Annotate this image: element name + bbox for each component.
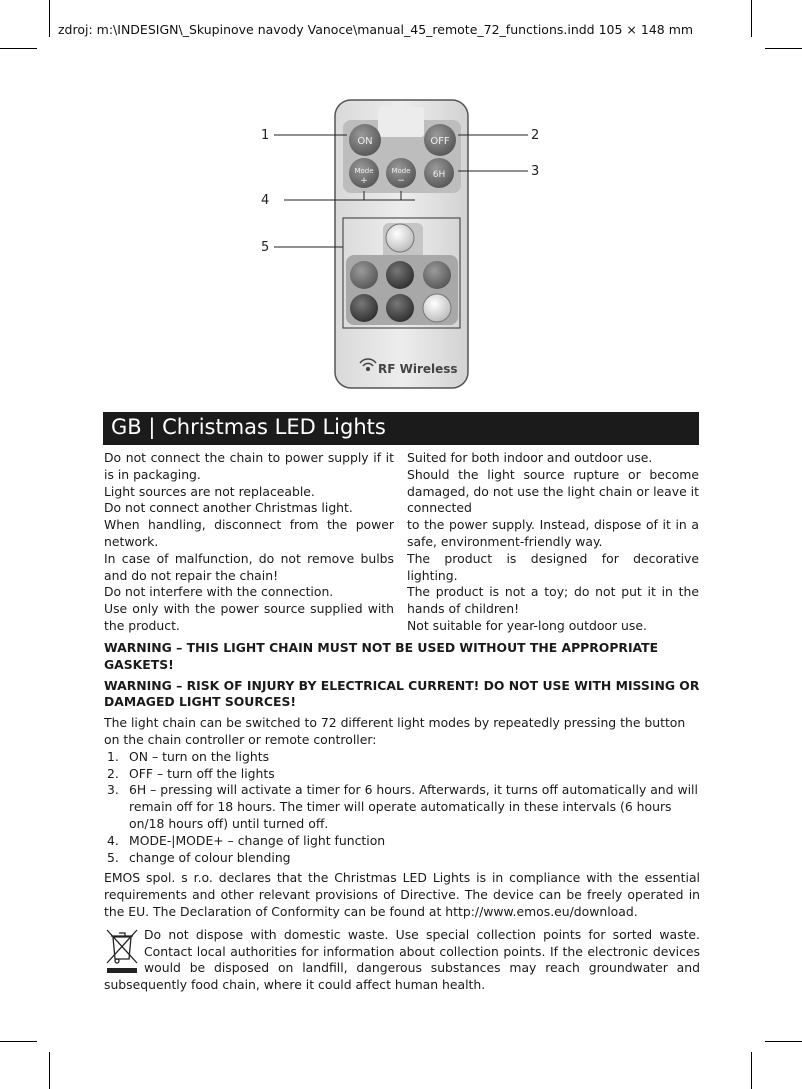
top-panel-cutout [378,107,424,137]
remote-illustration [250,95,550,395]
color-button [386,261,414,289]
list-item [104,833,700,850]
list-number: 2. [107,765,119,781]
crossed-bin-icon [104,927,140,975]
safety-item: In case of malfunction, do not remove bulbs and do not repair the chain! [104,550,394,583]
safety-item: When handling, disconnect from the power network. [104,517,394,549]
warning-electrical: WARNING – RISK OF INJURY BY ELECTRICAL CURRENT! DO NOT USE WITH MISSING OR DAMAGED LIGHT SOURCES! [104,677,700,710]
list-text: change of colour blending [129,849,291,865]
list-item [104,749,700,766]
safety-column-right [407,450,699,635]
mode-plus-sign: + [360,176,368,186]
safety-item: Suited for both indoor and outdoor use. [407,450,653,465]
list-text: ON – turn on the lights [129,748,270,764]
callout-2: 2 [531,128,540,143]
functions-intro: The light chain can be switched to 72 different light modes by repeatedly pressing the button on the chain controller or remote controller: [104,715,686,747]
safety-item: The product is not a toy; do not put it in the hands of children! [407,584,699,617]
crop-mark [49,0,50,37]
color-button [423,294,451,322]
functions-list [104,749,700,867]
list-number: 5. [107,849,119,865]
remote-figure [250,95,550,395]
color-button [350,261,378,289]
section-banner [103,412,699,445]
list-number: 3. [107,782,119,798]
file-slug: zdroj: m:\INDESIGN\_Skupinove navody Vanoce\manual_45_remote_72_functions.indd 105 × 148 mm [58,22,694,37]
disposal-section [104,927,700,994]
brand-label: RF Wireless [378,362,458,376]
list-number: 4. [107,832,119,848]
safety-item: Not suitable for year-long outdoor use. [407,617,647,633]
crop-mark [0,48,37,49]
color-button [350,294,378,322]
white-button [386,224,414,252]
mode-plus-label: Mode [354,167,374,175]
safety-item: Should the light source rupture or become damaged, do not use the light chain or leave it connected [407,466,699,516]
safety-item: Do not connect another Christmas light. [104,500,353,516]
main-text [104,640,700,994]
safety-item: Use only with the power source supplied with the product. [104,601,394,633]
safety-item: Light sources are not replaceable. [104,483,315,499]
safety-column-left [104,450,394,635]
callout-3: 3 [531,164,540,179]
crop-mark [765,48,802,49]
list-text: OFF – turn off the lights [129,765,275,781]
list-text: 6H – pressing will activate a timer for 6 hours. Afterwards, it turns off automatically and will remain off for 18 hours. The timer will operate automatically in these intervals (6 hours on/18 hours off) until turned off. [129,782,698,831]
safety-item: Do not connect the chain to power supply if it is in packaging. [104,450,394,482]
callout-1: 1 [261,128,270,143]
list-number: 1. [107,748,119,764]
off-button-label: OFF [430,136,450,147]
list-item [104,782,700,832]
crop-mark [751,0,752,37]
list-item [104,850,700,867]
crop-mark [751,1052,752,1089]
warning-gaskets: WARNING – THIS LIGHT CHAIN MUST NOT BE USED WITHOUT THE APPROPRIATE GASKETS! [104,640,659,672]
disposal-text: Do not dispose with domestic waste. Use special collection points for sorted waste. Contact local authorities for information about collection points. If the electronic devices would be disposed on landfill, dangerous substances may reach groundwater and subsequently food chain, where it could affect human health. [104,926,700,993]
mode-minus-sign: − [397,176,405,186]
crop-mark [765,1041,802,1042]
list-item [104,766,700,783]
list-text: MODE-|MODE+ – change of light function [129,832,386,848]
safety-item: to the power supply. Instead, dispose of it in a safe, environment-friendly way. [407,517,699,549]
callout-4: 4 [261,193,270,208]
safety-item: The product is designed for decorative lighting. [407,550,699,583]
crop-mark [0,1041,37,1042]
color-button [423,261,451,289]
section-title: GB | Christmas LED Lights [111,415,386,439]
callout-5: 5 [261,240,270,255]
timer-button-label: 6H [432,170,446,180]
color-button [386,294,414,322]
safety-item: Do not interfere with the connection. [104,584,334,600]
crop-mark [49,1052,50,1089]
mode-minus-label: Mode [391,167,411,175]
declaration-text: EMOS spol. s r.o. declares that the Christmas LED Lights is in compliance with the essential requirements and other relevant provisions of Directive. The device can be freely operated in the EU. The Declaration of Conformity can be found at http://www.emos.eu/download. [104,870,700,919]
on-button-label: ON [357,136,373,147]
